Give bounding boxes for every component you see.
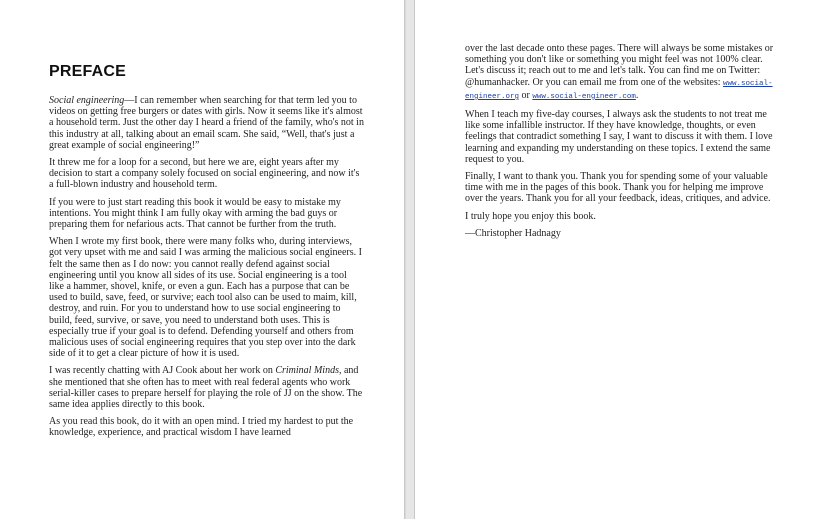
paragraph-text: I was recently chatting with AJ Cook about her work on: [49, 365, 276, 377]
right-page: [414, 0, 817, 519]
left-page: [0, 0, 405, 519]
paragraph-7: [465, 43, 777, 103]
paragraph-1: [49, 95, 364, 151]
right-text-column: [465, 43, 777, 239]
page-gutter: [406, 0, 414, 519]
paragraph-8: When I teach my five-day courses, I always ask the students to not treat me like some infallible instructor. If they have knowledge, thoughts, or even feelings that contradict something I say, I want to discuss it with them. I love learning and expanding my understanding on these topics. I extend the same request to you.: [465, 109, 773, 165]
italic-term: Social engineering: [49, 95, 125, 106]
italic-title: Criminal Minds: [275, 365, 339, 377]
signature: —Christopher Hadnagy: [465, 227, 561, 239]
paragraph-text: .: [635, 89, 639, 101]
website-link-org[interactable]: www.social-engineer.org: [465, 79, 773, 101]
paragraph-10: I truly hope you enjoy this book.: [465, 210, 596, 222]
left-text-column: [49, 95, 364, 439]
website-link-com[interactable]: www.social-engineer.com: [532, 92, 636, 101]
paragraph-text: or: [519, 89, 533, 101]
paragraph-2: It threw me for a loop for a second, but here we are, eight years after my decision to start a company solely focused on social engineering, and now it's a full-blown industry and household term.: [49, 157, 360, 191]
paragraph-6: As you read this book, do it with an open mind. I tried my hardest to put the knowledge, experience, and practical wisdom I have learned: [49, 416, 354, 439]
page-title: PREFACE: [49, 63, 126, 80]
paragraph-4: When I wrote my first book, there were many folks who, during interviews, got very upset with me and said I was arming the malicious social engineers. I felt the same then as I do now: you cannot really defend against social engineering until you know all sides of its use. Social engineering is a tool like a hammer, shovel, knife, or even a gun. Each has a purpose that can be used to build, save, feed, or survive; each tool also can be used to maim, kill, destroy, and ruin. For you to understand how to use social engineering to build, feed, survive, or save, you need to understand both uses. This is especially true if your goal is to defend. Defending yourself and others from malicious uses of social engineering requires that you step over into the dark side of it to get a clear picture of how it is used.: [49, 236, 362, 360]
paragraph-5: [49, 365, 364, 410]
paragraph-text: over the last decade onto these pages. There will always be some mistakes or something you don't like or something you might feel was not 100% clear. Let's discuss it; reach out to me and let's talk. You can find me on Twitter: @humanhacker. Or you can email me from one of the websites:: [465, 43, 774, 88]
paragraph-3: If you were to just start reading this book it would be easy to mistake my intentions. You might think I am fully okay with arming the bad guys or preparing them for nefarious acts. That cannot be further from the truth.: [49, 196, 341, 231]
paragraph-text: —I can remember when searching for that term led you to videos on getting free burgers or dates with girls. Now it seems like it's almost a household term. Just the other day I heard a friend of the family, who's not in this industry at all, talking about an email scam. She said, “Well, that's just a great example of social engineering!”: [49, 95, 364, 151]
paragraph-9: Finally, I want to thank you. Thank you for spending some of your valuable time with me in the pages of this book. Thank you for helping me improve over the years. Thank you for all your feedback, ideas, critiques, and advice.: [465, 171, 771, 205]
paragraph-text: , and she mentioned that she often has to meet with real federal agents who work serial-killer cases to prepare herself for playing the role of JJ on the show. The same idea applies directly to this book.: [49, 365, 363, 411]
